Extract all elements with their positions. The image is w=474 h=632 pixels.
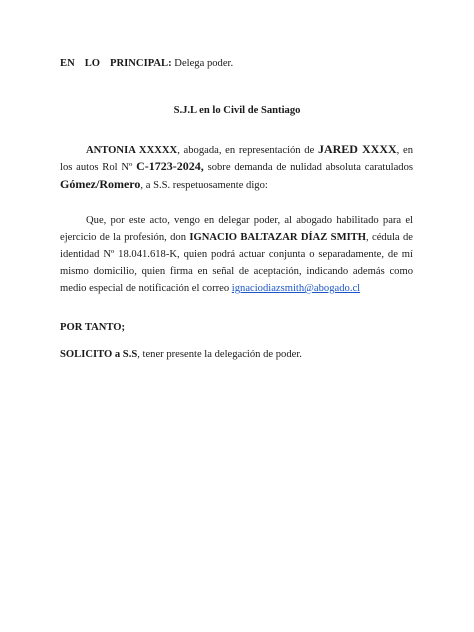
paragraph2-line1 [86,214,413,227]
solicito-line [60,348,302,361]
case-caption: Gómez/Romero [60,177,141,191]
court-heading [0,104,474,117]
paragraph1-line1 [86,143,413,157]
paragraph2-text4: mismo domicilio, quien firma en señal de aceptación, indicando además como [60,266,413,277]
paragraph1-text1-end: , en [396,145,414,156]
client-name: JARED XXXX [317,142,397,156]
header-text: Delega poder. [174,58,234,69]
paragraph2-text2-end: , cédula de [366,232,413,243]
delegate-lawyer: IGNACIO BALTAZAR DÍAZ SMITH [189,232,366,243]
paragraph2-line4 [60,265,413,278]
paragraph1-line3 [60,178,413,192]
paragraph2-text1: Que, por este acto, vengo en delegar poder, al abogado habilitado para el [86,215,413,226]
paragraph2-line2 [60,231,413,244]
por-tanto [60,321,125,334]
header-en: EN [60,58,75,69]
solicito-text: , tener presente la delegación de poder. [137,349,302,360]
paragraph2-line5 [60,282,413,295]
solicito-label: SOLICITO a S.S [60,349,138,360]
por-tanto-text: POR TANTO; [60,322,126,333]
paragraph1-text2-end: sobre demanda de nulidad absoluta caratulados [207,162,414,173]
paragraph2-line3 [60,248,413,261]
header-principal: PRINCIPAL: [110,58,172,69]
party-name: ANTONIA XXXXX [86,145,178,156]
paragraph1-text3: , a S.S. respetuosamente digo: [140,180,268,191]
court-text: S.J.L en lo Civil de Santiago [173,105,301,116]
rol-number: C-1723-2024, [136,159,204,173]
header-line [60,57,233,70]
header-lo: LO [84,58,101,69]
paragraph2-text3: identidad Nº 18.041.618-K, quien podrá actuar conjunta o separadamente, de mí [60,249,413,260]
paragraph1-text2: los autos Rol Nº [60,162,133,173]
paragraph2-text2: ejercicio de la profesión, don [60,232,187,243]
paragraph1-text1: , abogada, en representación de [177,145,315,156]
paragraph2-text5: medio especial de notificación el correo [60,283,230,294]
email-link[interactable]: ignaciodiazsmith@abogado.cl [231,283,361,294]
paragraph1-line2 [60,160,413,174]
